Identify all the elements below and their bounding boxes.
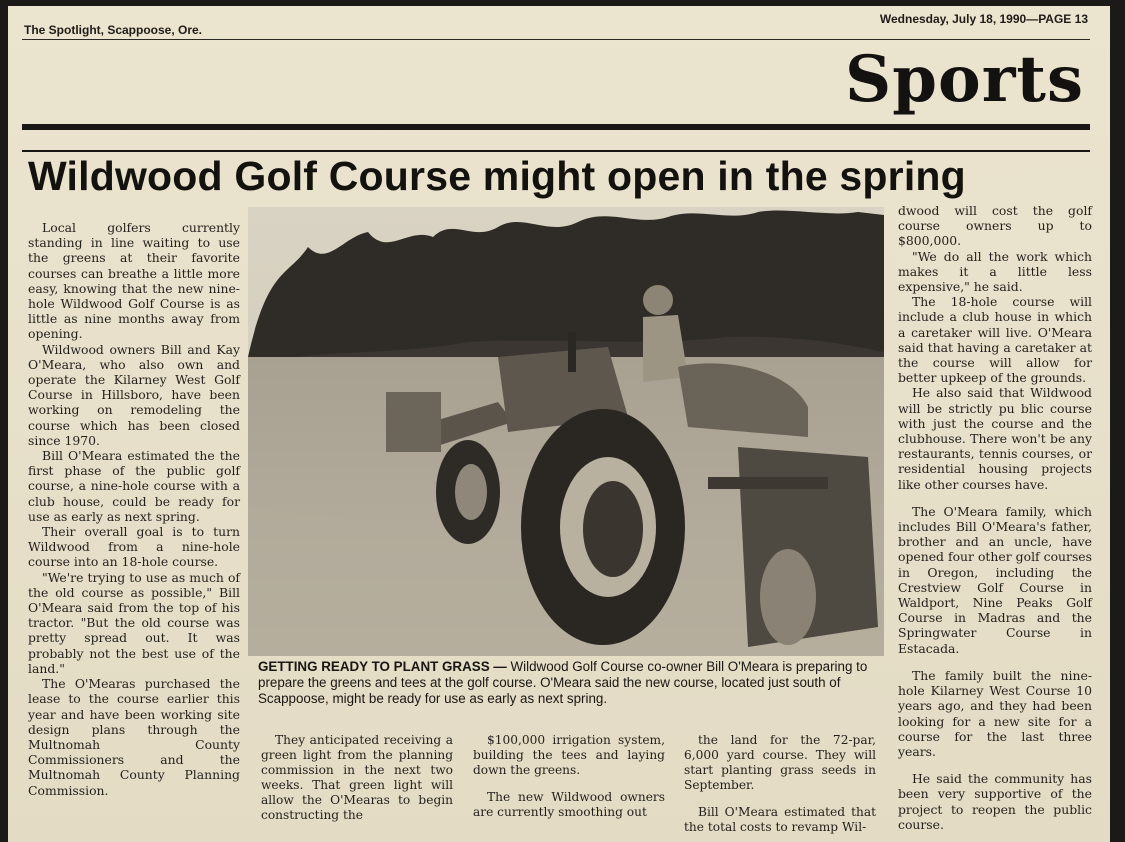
caption-body: Wildwood Golf Course co-owner Bill O'Meara is preparing to prepare the greens and tees at the golf course. O'Meara said the new course, located just south of Scappoose, might be ready for use as early as next spring.: [258, 659, 868, 706]
section-rule-thick: [22, 124, 1090, 130]
section-rule-thin: [22, 150, 1090, 152]
paragraph: Local golfers currently standing in line waiting to use the greens at their favorite courses can breathe a little more easy, knowing that the new nine-hole Wildwood Golf Course is as little as nine months away from opening.: [28, 220, 240, 342]
paragraph: Bill O'Meara estimated that the total costs to revamp Wil-: [684, 805, 876, 834]
newspaper-clipping: [8, 6, 1110, 842]
photo-caption: [258, 659, 886, 707]
paragraph: dwood will cost the golf course owners up to $800,000.: [898, 203, 1092, 249]
paragraph: Wildwood owners Bill and Kay O'Meara, who also own and operate the Kilarney West Golf Course in Hillsboro, have been working on remodeling the course which has been closed since 1970.: [28, 341, 240, 448]
paragraph: "We're trying to use as much of the old course as possible," Bill O'Meara said from the top of his tractor. "But the old course was pretty spread out. It was probably not the best use of the land.": [28, 569, 240, 676]
article-column-bottom-3: [684, 733, 876, 835]
article-column-bottom-1: [261, 733, 453, 823]
article-column-left: [28, 220, 240, 798]
paragraph: the land for the 72-par, 6,000 yard course. They will start planting grass seeds in September.: [684, 733, 876, 792]
paragraph: Bill O'Meara estimated the the first phase of the public golf course, a nine-hole course with a club house, could be ready for use as early as next spring.: [28, 448, 240, 524]
article-column-bottom-2: [473, 733, 665, 820]
paragraph: The O'Mearas purchased the lease to the course earlier this year and have been working site design plans through the Multnomah County Commissioners and the Multnomah County Planning Commission.: [28, 676, 240, 798]
paragraph: The new Wildwood owners are currently smoothing out: [473, 790, 665, 819]
paragraph: He said the community has been very supportive of the project to reopen the public course.: [898, 771, 1092, 832]
article-column-right: [898, 203, 1092, 832]
paragraph: He also said that Wildwood will be strictly pu blic course with just the course and the clubhouse. There won't be any restaurants, tennis courses, or residential housing projects like other courses have.: [898, 385, 1092, 492]
caption-lead: GETTING READY TO PLANT GRASS —: [258, 659, 507, 674]
paragraph: "We do all the work which makes it a little less expensive," he said.: [898, 248, 1092, 295]
tractor-photo: [248, 207, 884, 656]
top-rule: [22, 39, 1090, 40]
date-and-page: Wednesday, July 18, 1990—PAGE 13: [879, 12, 1088, 26]
headline: Wildwood Golf Course might open in the spring: [28, 153, 966, 199]
tractor-photo-illustration: [248, 207, 884, 656]
paragraph: $100,000 irrigation system, building the tees and laying down the greens.: [473, 733, 665, 777]
paragraph: Their overall goal is to turn Wildwood from a nine-hole course into an 18-hole course.: [28, 524, 240, 570]
publication-name: The Spotlight, Scappoose, Ore.: [24, 23, 203, 37]
paragraph: The family built the nine-hole Kilarney West Course 10 years ago, and they had been looking for a new site for a course for the last three years.: [898, 667, 1092, 759]
section-title: Sports: [845, 42, 1084, 117]
paragraph: They anticipated receiving a green light from the planning commission in the next two weeks. That green light will allow the O'Mearas to begin constructing the: [261, 733, 453, 822]
paragraph: The 18-hole course will include a club house in which a caretaker will live. O'Meara said that having a caretaker at the course will allow for better upkeep of the grounds.: [898, 294, 1092, 386]
paragraph: The O'Meara family, which includes Bill O'Meara's father, brother and an uncle, have opened four other golf courses in Oregon, including the Crestview Golf Course in Waldport, Nine Peaks Golf Course in Madras and the Springwater Course in Estacada.: [898, 503, 1092, 656]
